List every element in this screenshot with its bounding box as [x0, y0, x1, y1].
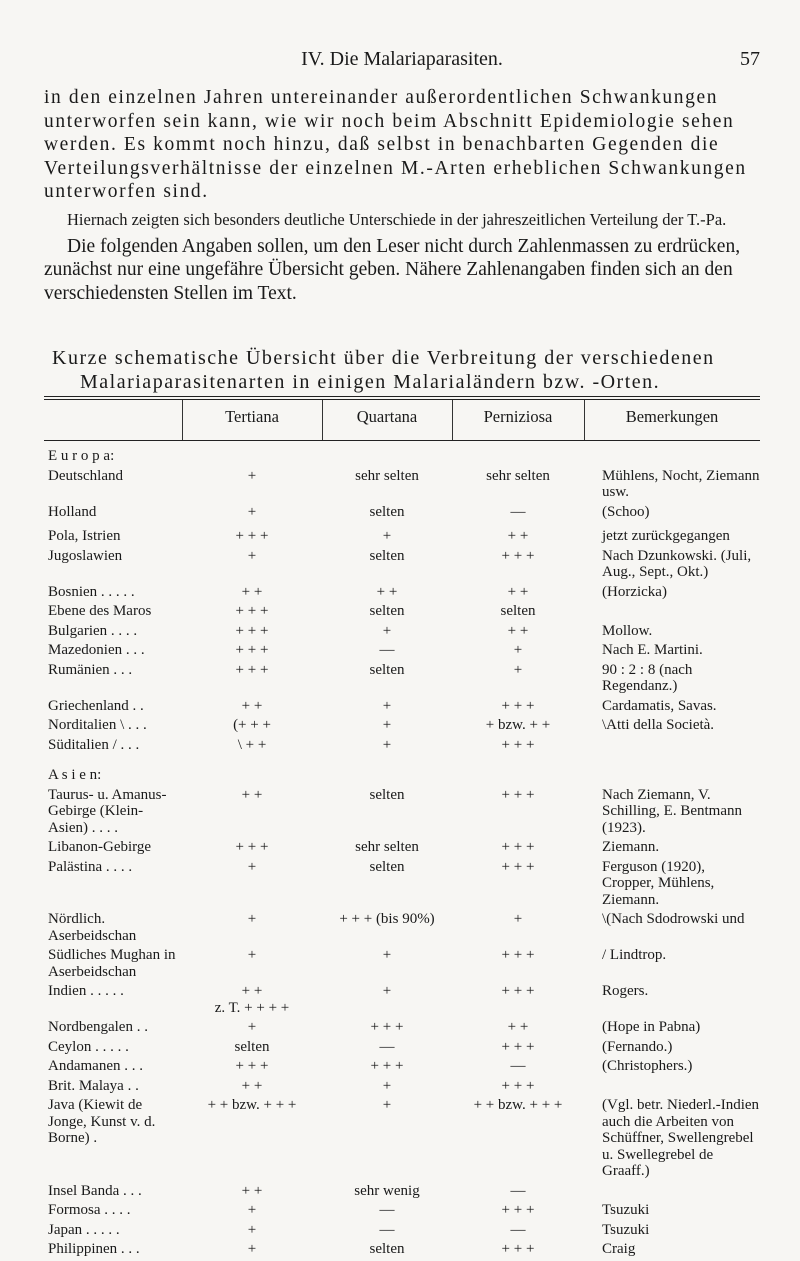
cell-perniziosa: + + + — [501, 1038, 535, 1055]
column-header-quartana: Quartana — [356, 407, 418, 426]
row-country: Griechenland . . — [48, 697, 144, 714]
table-row — [44, 448, 760, 465]
cell-bemerkungen: Nach Dzunkowski. (Juli, Aug., Sept., Okt.) — [602, 547, 752, 580]
cell-perniziosa: + + + — [501, 1241, 535, 1257]
cell-tertiana: + — [247, 1019, 257, 1035]
cell-quartana — [322, 448, 452, 465]
cell-tertiana: (+ + + — [233, 717, 271, 733]
cell-quartana: + — [382, 736, 392, 753]
cell-perniziosa: — — [510, 1182, 526, 1199]
row-country: Java (Kiewit de Jonge, Kunst v. d. Borne) . — [48, 1097, 156, 1146]
row-country: Holland — [48, 503, 97, 520]
cell-perniziosa: + + bzw. + + + — [473, 1097, 563, 1113]
row-country: Ceylon . . . . . — [48, 1038, 129, 1055]
table-row — [44, 983, 760, 1016]
cell-tertiana: + + + — [235, 661, 269, 678]
cell-perniziosa: + — [513, 661, 523, 678]
cell-tertiana: + — [247, 1241, 257, 1257]
cell-perniziosa: + + + — [501, 858, 535, 875]
cell-quartana: + + + — [370, 1019, 404, 1035]
table-row — [44, 911, 760, 944]
cell-tertiana: + — [247, 503, 257, 520]
table-row — [44, 1019, 760, 1036]
cell-bemerkungen: Ferguson (1920), Cropper, Mühlens, Ziemann. — [602, 858, 715, 908]
cell-tertiana: \ + + — [237, 736, 267, 753]
cell-tertiana: + — [247, 1221, 257, 1238]
row-country: Insel Banda . . . — [48, 1182, 142, 1199]
table-row — [44, 1241, 760, 1258]
cell-tertiana — [182, 448, 322, 465]
table-row — [44, 859, 760, 909]
cell-quartana: + + + (bis 90%) — [339, 911, 435, 927]
cell-quartana: — — [379, 1038, 395, 1055]
body-text — [44, 86, 760, 305]
cell-tertiana: + + — [241, 697, 263, 714]
table-row — [44, 504, 760, 521]
running-title: IV. Die Malariaparasiten. — [301, 48, 503, 70]
cell-quartana: sehr selten — [355, 467, 419, 484]
row-country: Philippinen . . . — [48, 1241, 140, 1257]
paragraph-3: Die folgenden Angaben sollen, um den Leser nicht durch Zahlenmassen zu erdrücken, zunächst nur eine ungefähre Übersicht geben. Nähere Zahlenangaben finden sich an den verschiedensten Stellen im Text. — [44, 235, 741, 304]
cell-bemerkungen: Ziemann. — [602, 839, 660, 855]
cell-perniziosa: + + + — [501, 947, 535, 963]
table-title-line-2: Malariaparasitenarten in einigen Malarialändern bzw. -Orten. — [80, 371, 661, 393]
cell-perniziosa: + + + — [501, 786, 535, 803]
cell-tertiana: + + — [241, 1182, 263, 1199]
cell-tertiana: + + + — [235, 528, 269, 544]
column-header-bemerkungen: Bemerkungen — [625, 407, 719, 426]
row-country: Rumänien . . . — [48, 661, 133, 678]
cell-bemerkungen: Cardamatis, Savas. — [602, 697, 717, 714]
cell-perniziosa: + + + — [501, 697, 535, 714]
cell-bemerkungen: (Fernando.) — [602, 1038, 673, 1055]
cell-perniziosa — [452, 448, 584, 465]
cell-tertiana: + — [247, 467, 257, 484]
cell-bemerkungen: / Lindtrop. — [602, 947, 667, 963]
table-row — [44, 468, 760, 501]
row-country: Palästina . . . . — [48, 858, 133, 875]
table-row — [44, 662, 760, 695]
row-country: Indien . . . . . — [48, 983, 124, 999]
cell-quartana: selten — [369, 661, 405, 678]
cell-perniziosa: + + + — [501, 1202, 535, 1218]
cell-perniziosa: + + + — [501, 983, 535, 999]
row-country: Taurus- u. Amanus-Gebirge (Klein-Asien) . . . . — [48, 786, 167, 836]
row-country: Nördlich. Aserbeidschan — [48, 911, 137, 944]
paragraph-2: Hiernach zeigten sich besonders deutliche Unterschiede in der jahreszeitlichen Verteilung der T.-Pa. — [67, 209, 727, 229]
cell-quartana: — — [379, 1202, 395, 1218]
table-row — [44, 787, 760, 837]
cell-bemerkungen — [584, 767, 760, 784]
cell-bemerkungen: Nach Ziemann, V. Schilling, E. Bentmann (1923). — [602, 786, 742, 836]
column-header-perniziosa: Perniziosa — [483, 407, 553, 426]
cell-bemerkungen: Rogers. — [602, 983, 649, 999]
cell-perniziosa: + + — [507, 1019, 529, 1035]
cell-quartana: selten — [369, 603, 405, 619]
cell-quartana: + — [382, 947, 392, 963]
table-row — [44, 623, 760, 640]
cell-perniziosa: + — [513, 642, 523, 658]
cell-tertiana: + + + — [235, 642, 269, 658]
distribution-table — [44, 448, 760, 1261]
cell-perniziosa: sehr selten — [486, 467, 550, 484]
cell-bemerkungen: (Vgl. betr. Niederl.-Indien auch die Arbeiten von Schüffner, Swellengrebel u. Swellegrebel de Graaff.) — [602, 1097, 760, 1179]
cell-perniziosa: + + + — [501, 1077, 535, 1094]
row-country: Deutschland — [48, 467, 123, 484]
row-country: Jugoslawien — [48, 547, 123, 564]
table-row — [44, 528, 760, 545]
table-top-rule — [44, 396, 760, 397]
cell-quartana: selten — [369, 547, 405, 564]
table-row — [44, 737, 760, 754]
cell-bemerkungen: (Schoo) — [602, 503, 650, 520]
cell-bemerkungen: (Horzicka) — [602, 583, 667, 600]
cell-quartana: + — [382, 983, 392, 999]
cell-bemerkungen: \Atti della Società. — [602, 717, 715, 733]
cell-quartana: + + — [376, 583, 398, 600]
cell-bemerkungen: jetzt zurückgegangen — [602, 528, 730, 544]
cell-quartana: + — [382, 528, 392, 544]
row-country: Ebene des Maros — [48, 603, 152, 619]
cell-quartana: selten — [369, 1241, 405, 1257]
table-row — [44, 1058, 760, 1075]
paragraph-1: in den einzelnen Jahren untereinander außerordentlichen Schwankungen unterworfen sein kann, wie wir noch beim Abschnitt Epidemiologie sehen werden. Es kommt noch hinzu, daß selbst in benachbarten Gegenden die Verteilungsverhältnisse der einzelnen M.-Arten erheblichen Schwankungen unterworfen sind. — [44, 87, 747, 202]
cell-tertiana: + — [247, 911, 257, 927]
cell-bemerkungen: (Christophers.) — [602, 1058, 693, 1074]
cell-tertiana: + + bzw. + + + — [207, 1097, 297, 1113]
table-row — [44, 603, 760, 620]
cell-tertiana: + — [247, 1202, 257, 1218]
page-header — [44, 48, 760, 72]
cell-perniziosa: + + + — [501, 839, 535, 855]
row-country: Mazedonien . . . — [48, 642, 145, 658]
cell-bemerkungen: Craig — [602, 1241, 636, 1257]
row-country: Andamanen . . . — [48, 1058, 143, 1074]
cell-quartana: + — [382, 697, 392, 714]
cell-quartana: sehr selten — [355, 839, 419, 855]
table-row — [44, 1202, 760, 1219]
cell-perniziosa: selten — [500, 603, 536, 619]
cell-bemerkungen — [584, 1078, 760, 1095]
cell-tertiana: + + — [241, 786, 263, 803]
row-country: Formosa . . . . — [48, 1202, 131, 1218]
cell-bemerkungen: Mollow. — [602, 622, 653, 639]
cell-perniziosa: + + + — [501, 547, 535, 564]
cell-bemerkungen — [584, 448, 760, 465]
cell-quartana: — — [379, 642, 395, 658]
cell-tertiana: + — [247, 858, 257, 875]
cell-tertiana: + + + — [235, 839, 269, 855]
table-row — [44, 947, 760, 980]
table-row — [44, 717, 760, 734]
row-country: Pola, Istrien — [48, 528, 121, 544]
cell-bemerkungen: Tsuzuki — [602, 1202, 650, 1218]
table-row — [44, 1039, 760, 1056]
table-row — [44, 839, 760, 856]
cell-tertiana: selten — [234, 1038, 270, 1055]
row-country: E u r o p a: — [48, 448, 115, 464]
cell-tertiana: + + + — [235, 603, 269, 619]
cell-bemerkungen — [584, 603, 760, 620]
cell-quartana: selten — [369, 786, 405, 803]
cell-quartana — [322, 767, 452, 784]
cell-perniziosa: + + + — [501, 736, 535, 753]
cell-perniziosa: + bzw. + + — [485, 717, 551, 733]
table-row — [44, 642, 760, 659]
row-country: Brit. Malaya . . — [48, 1077, 139, 1094]
cell-bemerkungen: (Hope in Pabna) — [602, 1019, 701, 1035]
table-row — [44, 1078, 760, 1095]
cell-bemerkungen — [584, 737, 760, 754]
cell-perniziosa: + + — [507, 622, 529, 639]
cell-bemerkungen: Tsuzuki — [602, 1221, 650, 1238]
cell-bemerkungen: Mühlens, Nocht, Ziemann usw. — [602, 467, 760, 500]
row-country: Norditalien \ . . . — [48, 717, 147, 733]
cell-bemerkungen: Nach E. Martini. — [602, 642, 703, 658]
column-header-tertiana: Tertiana — [225, 407, 279, 426]
table-row — [44, 548, 760, 581]
cell-perniziosa: — — [510, 1058, 526, 1074]
cell-quartana: + + + — [370, 1058, 404, 1074]
cell-perniziosa: — — [510, 503, 526, 520]
cell-quartana: selten — [369, 503, 405, 520]
cell-tertiana: + + — [241, 1077, 263, 1094]
row-country: Bulgarien . . . . — [48, 622, 138, 639]
table-title-line-1: Kurze schematische Übersicht über die Verbreitung der verschiedenen — [52, 347, 715, 369]
table-row — [44, 1097, 760, 1180]
cell-quartana: selten — [369, 858, 405, 875]
row-country: A s i e n: — [48, 767, 102, 783]
cell-quartana: — — [379, 1221, 395, 1238]
cell-tertiana: + — [247, 547, 257, 564]
cell-perniziosa: + + — [507, 528, 529, 544]
table-row — [44, 767, 760, 784]
table-header-rule — [44, 440, 760, 441]
cell-perniziosa — [452, 767, 584, 784]
table-row — [44, 698, 760, 715]
cell-perniziosa: + + — [507, 583, 529, 600]
row-country: Süditalien / . . . — [48, 736, 140, 753]
table-top-rule-2 — [44, 399, 760, 400]
cell-perniziosa: — — [510, 1221, 526, 1238]
table-row — [44, 1183, 760, 1200]
table-title — [44, 346, 760, 394]
cell-bemerkungen: 90 : 2 : 8 (nach Regendanz.) — [602, 661, 693, 694]
cell-perniziosa: + — [513, 911, 523, 927]
cell-tertiana: + + + — [235, 1058, 269, 1074]
row-country: Libanon-Gebirge — [48, 839, 152, 855]
cell-quartana: sehr wenig — [354, 1182, 420, 1199]
row-country: Japan . . . . . — [48, 1221, 120, 1238]
cell-quartana: + — [382, 622, 392, 639]
table-row — [44, 584, 760, 601]
cell-tertiana — [182, 767, 322, 784]
row-country: Südliches Mughan in Aserbeidschan — [48, 947, 176, 980]
cell-tertiana: + — [247, 947, 257, 963]
cell-bemerkungen — [584, 1183, 760, 1200]
page-number: 57 — [740, 48, 760, 70]
cell-quartana: + — [382, 717, 392, 733]
row-country: Bosnien . . . . . — [48, 583, 135, 600]
cell-tertiana: + + z. T. + + + + — [214, 983, 290, 1016]
cell-tertiana: + + + — [235, 622, 269, 639]
row-country: Nordbengalen . . — [48, 1019, 148, 1035]
cell-tertiana: + + — [241, 583, 263, 600]
cell-quartana: + — [382, 1077, 392, 1094]
cell-quartana: + — [382, 1097, 392, 1113]
cell-bemerkungen: \(Nach Sdodrowski und — [602, 911, 745, 927]
